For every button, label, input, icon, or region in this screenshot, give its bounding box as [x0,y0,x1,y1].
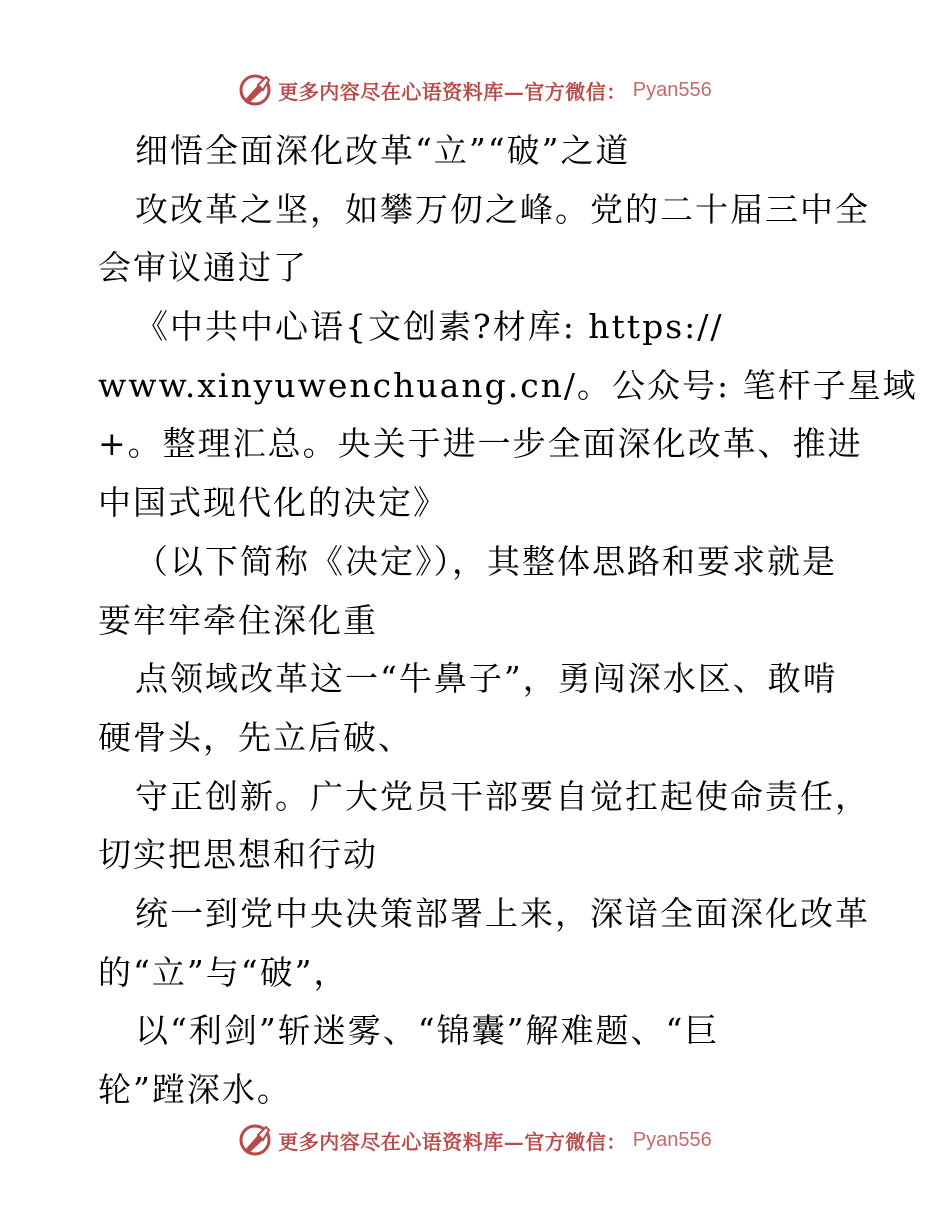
text-line: 硬骨头，先立后破、 [98,717,413,757]
text-line: 中国式现代化的决定》 [98,483,448,523]
text-line: 攻改革之坚，如攀万仞之峰。党的二十届三中全 [135,189,870,229]
pen-nib-logo-icon [238,1123,272,1157]
header-banner-contact: Pyan556 [632,78,712,101]
text-line: 点领域改革这一“牛鼻子”，勇闯深水区、敢啃 [135,659,838,699]
text-line: 细悟全面深化改革“立”“破”之道 [135,131,631,170]
header-banner-text: 更多内容尽在心语资料库—官方微信： [278,79,627,104]
text-line: 会审议通过了 [98,248,308,288]
text-line: www.xinyuwenchuang.cn/。公众号: 笔杆子星域 [98,365,918,405]
text-line: 《中共中心语{文创素?材库: https:// [135,307,724,347]
text-line: （以下简称《决定》），其整体思路和要求就是 [135,541,837,581]
footer-banner-text: 更多内容尽在心语资料库—官方微信： [278,1129,627,1154]
document-body [98,122,918,1120]
text-line: 的“立”与“破”， [98,952,349,992]
text-line: 要牢牢牵住深化重 [98,600,378,640]
text-line: +。整理汇总。央关于进一步全面深化改革、推进 [98,424,863,464]
footer-banner-contact: Pyan556 [632,1128,712,1151]
text-line: 轮”蹚深水。 [98,1070,292,1109]
pen-nib-logo-icon [238,73,272,107]
text-line: 以“利剑”斩迷雾、“锦囊”解难题、“巨 [135,1011,720,1051]
footer-banner [0,1120,950,1160]
text-line: 守正创新。广大党员干部要自觉扛起使命责任， [135,776,870,816]
text-line: 切实把思想和行动 [98,835,378,875]
header-banner [0,70,950,110]
text-line: 统一到党中央决策部署上来，深谙全面深化改革 [135,893,870,933]
